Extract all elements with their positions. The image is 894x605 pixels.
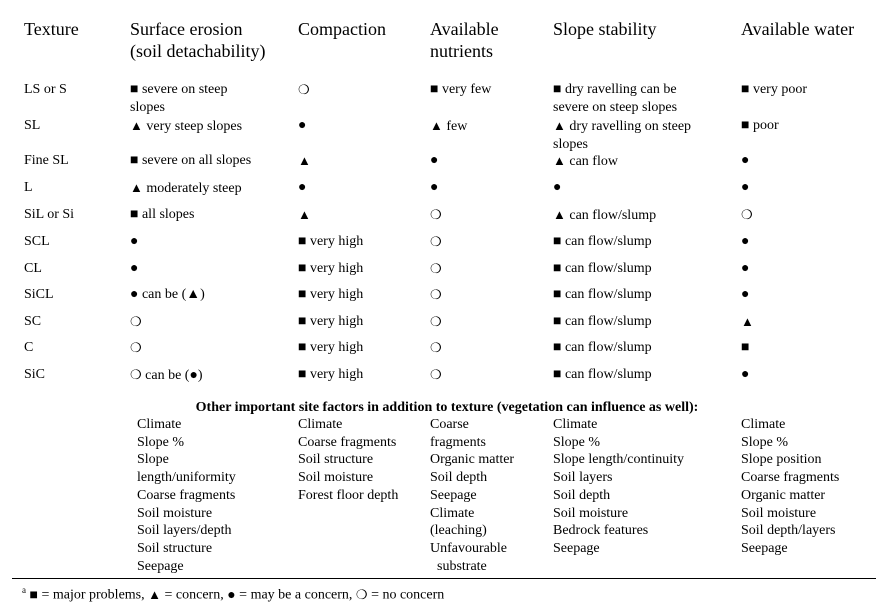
- rating-line: [553, 152, 618, 171]
- site-factor-item: Soil moisture: [137, 505, 213, 521]
- site-factor-item: Soil moisture: [741, 505, 817, 521]
- may-be-concern-dot-icon: [741, 366, 749, 384]
- site-factor-item: Slope length/continuity: [553, 452, 685, 468]
- site-factor-item: Climate: [298, 417, 343, 432]
- major-problem-square-icon: [298, 366, 306, 384]
- major-problem-square-icon: [553, 260, 561, 278]
- legend-footnote: [22, 581, 444, 605]
- rating-line: [130, 81, 228, 99]
- rating-line: [553, 81, 677, 99]
- no-concern-ring-icon: [130, 366, 142, 385]
- rating-text: can flow/slump: [564, 287, 652, 302]
- rating-line: [430, 152, 438, 170]
- rating-line: [553, 260, 652, 278]
- concern-triangle-icon: [430, 117, 443, 136]
- rating-line: [130, 366, 203, 385]
- rating-text: few: [446, 119, 468, 134]
- rating-line: [130, 233, 138, 251]
- rating-cell: [553, 366, 652, 384]
- site-factor-item: Soil moisture: [298, 470, 374, 486]
- rating-text: slopes: [130, 100, 165, 115]
- texture-label: SiL or Si: [24, 207, 75, 222]
- column-header-line: nutrients: [430, 41, 493, 61]
- rating-cell: [741, 81, 807, 99]
- site-factor-item: Bedrock features: [553, 523, 649, 539]
- rating-cell: [298, 152, 311, 171]
- texture-label: SiCL: [24, 287, 54, 302]
- major-problem-square-icon: [553, 339, 561, 357]
- rating-cell: [553, 286, 652, 304]
- rating-cell: [430, 179, 438, 197]
- may-be-concern-dot-icon: [741, 152, 749, 170]
- may-be-concern-dot-icon: [741, 260, 749, 278]
- site-factor-item: Slope position: [741, 452, 822, 468]
- rating-cell: [430, 260, 442, 279]
- rating-line: [298, 152, 311, 171]
- may-be-concern-dot-icon: [298, 179, 306, 197]
- no-concern-ring-icon: [430, 366, 442, 385]
- rating-line: [553, 233, 652, 251]
- texture-label: SiC: [24, 367, 46, 382]
- rating-cell: [298, 286, 363, 304]
- rating-cell: [741, 313, 754, 332]
- texture-label: SL: [24, 118, 41, 133]
- rating-text: can flow/slump: [564, 367, 652, 382]
- rating-cell: [553, 179, 561, 197]
- column-header: [298, 18, 386, 40]
- rating-text: severe on all slopes: [141, 153, 252, 168]
- concern-triangle-icon: [148, 586, 161, 605]
- column-header: [741, 18, 854, 40]
- major-problem-square-icon: [741, 81, 749, 99]
- rating-line: [430, 339, 442, 358]
- rating-text: poor: [752, 118, 779, 133]
- no-concern-ring-icon: [430, 313, 442, 332]
- concern-triangle-icon: [741, 313, 754, 332]
- rating-cell: [430, 152, 438, 170]
- rating-text: very poor: [752, 82, 808, 97]
- site-factor-item: Seepage: [553, 540, 600, 556]
- texture-label: SC: [24, 314, 42, 329]
- rating-line: [430, 233, 442, 252]
- rating-text: can be (●): [145, 368, 203, 383]
- major-problem-square-icon: [553, 233, 561, 251]
- rating-cell: [298, 313, 363, 331]
- texture-label: Fine SL: [24, 153, 69, 168]
- rating-line: [298, 366, 363, 384]
- rating-cell: [130, 339, 142, 358]
- site-factor-item: fragments: [430, 434, 486, 450]
- rating-cell: [130, 179, 242, 198]
- rating-cell: [430, 81, 491, 99]
- site-factor-item: Climate: [741, 417, 786, 432]
- column-header-line: (soil detachability): [130, 41, 266, 61]
- rating-cell: [298, 117, 306, 135]
- rating-cell: [741, 206, 753, 225]
- major-problem-square-icon: [298, 233, 306, 251]
- rating-cell: [298, 81, 310, 100]
- rating-cell: [130, 313, 142, 332]
- rating-text: can flow: [569, 154, 618, 169]
- column-header-line: Surface erosion: [130, 19, 243, 39]
- column-header-line: Available water: [741, 19, 855, 39]
- rating-cell: [430, 339, 442, 358]
- column-header-line: Texture: [24, 19, 79, 39]
- legend-text: = major problems,: [37, 587, 149, 603]
- rating-cell: [430, 313, 442, 332]
- major-problem-square-icon: [30, 587, 38, 605]
- rating-text: very steep slopes: [146, 119, 243, 134]
- may-be-concern-dot-icon: [553, 179, 561, 197]
- may-be-concern-dot-icon: [298, 117, 306, 135]
- site-factor-item: Unfavourable: [430, 540, 507, 556]
- column-header: [130, 18, 265, 62]
- no-concern-ring-icon: [130, 339, 142, 358]
- rating-line: [553, 179, 561, 197]
- rating-line: [741, 152, 749, 170]
- concern-triangle-icon: [130, 117, 143, 136]
- rating-text: can flow/slump: [569, 208, 657, 223]
- rating-line: [430, 313, 442, 332]
- rating-cell: [130, 206, 194, 224]
- legend-text: = no concern: [367, 587, 445, 603]
- concern-triangle-icon: [298, 152, 311, 171]
- rating-text: can be (▲): [141, 287, 205, 302]
- major-problem-square-icon: [130, 206, 138, 224]
- rating-line: [430, 366, 442, 385]
- site-factor-item: Soil structure: [137, 540, 213, 556]
- rating-line: [298, 233, 363, 251]
- rating-cell: [130, 286, 205, 304]
- site-factor-item: Coarse fragments: [741, 470, 840, 486]
- major-problem-square-icon: [130, 152, 138, 170]
- rating-text: very high: [309, 314, 364, 329]
- rating-line: [741, 286, 749, 304]
- site-factor-item: Seepage: [137, 558, 184, 574]
- may-be-concern-dot-icon: [741, 233, 749, 251]
- site-factor-item: Organic matter: [430, 452, 515, 468]
- site-factor-item: Soil depth: [553, 487, 611, 503]
- rating-cell: [553, 260, 652, 278]
- site-factor-item: Soil depth/layers: [741, 523, 836, 539]
- may-be-concern-dot-icon: [430, 152, 438, 170]
- rating-cell: [130, 117, 242, 136]
- no-concern-ring-icon: [430, 233, 442, 252]
- rating-text: severe on steep: [141, 82, 228, 97]
- rating-cell: [130, 233, 138, 251]
- may-be-concern-dot-icon: [430, 179, 438, 197]
- site-factor-item: Coarse fragments: [298, 434, 397, 450]
- rating-cell: [298, 206, 311, 225]
- legend-text: = concern,: [161, 587, 228, 603]
- site-factor-list: [298, 416, 398, 505]
- rating-text: very high: [309, 367, 364, 382]
- major-problem-square-icon: [553, 286, 561, 304]
- concern-triangle-icon: [298, 206, 311, 225]
- may-be-concern-dot-icon: [130, 233, 138, 251]
- rating-cell: [741, 339, 749, 357]
- site-factor-item: length/uniformity: [137, 470, 236, 486]
- site-factor-item: Climate: [553, 417, 598, 432]
- rating-text: dry ravelling can be: [564, 82, 677, 97]
- site-factor-item: Climate: [430, 505, 475, 521]
- rating-line: [430, 117, 467, 136]
- no-concern-ring-icon: [741, 206, 753, 225]
- rating-cell: [298, 339, 363, 357]
- rating-cell: [430, 206, 442, 225]
- rating-cell: [130, 366, 203, 385]
- site-factor-item: Forest floor depth: [298, 487, 399, 503]
- site-factor-item: Slope %: [741, 434, 789, 450]
- rating-cell: [553, 81, 677, 117]
- rating-text: very high: [309, 340, 364, 355]
- no-concern-ring-icon: [356, 586, 368, 605]
- site-factor-item: Coarse: [430, 417, 469, 432]
- site-factor-item: Soil depth: [430, 470, 488, 486]
- rating-cell: [741, 286, 749, 304]
- rating-cell: [430, 286, 442, 305]
- site-factor-list: [741, 416, 839, 558]
- rating-line: [741, 179, 749, 197]
- site-factor-item: substrate: [430, 558, 487, 574]
- rating-line: [741, 313, 754, 332]
- site-factor-item: Coarse fragments: [137, 487, 236, 503]
- rating-line: [130, 152, 251, 170]
- rating-line: [553, 366, 652, 384]
- site-factor-item: Seepage: [741, 540, 788, 556]
- rating-line: [553, 286, 652, 304]
- column-header: [430, 18, 499, 62]
- rating-text: can flow/slump: [564, 234, 652, 249]
- rating-line: [298, 117, 306, 135]
- rating-text: all slopes: [141, 207, 195, 222]
- column-header-line: Compaction: [298, 19, 386, 39]
- no-concern-ring-icon: [430, 206, 442, 225]
- rating-cell: [130, 260, 138, 278]
- texture-label: L: [24, 180, 33, 195]
- major-problem-square-icon: [741, 117, 749, 135]
- footnote-rule: [12, 578, 876, 579]
- concern-triangle-icon: [130, 179, 143, 198]
- rating-cell: [741, 260, 749, 278]
- site-factors-heading: Other important site factors in addition to texture (vegetation can influence as well):: [195, 400, 699, 415]
- footnote-marker: a: [22, 585, 26, 595]
- major-problem-square-icon: [298, 339, 306, 357]
- may-be-concern-dot-icon: [130, 286, 138, 304]
- rating-cell: [130, 81, 228, 117]
- rating-line: [553, 339, 652, 357]
- rating-cell: [741, 366, 749, 384]
- site-factor-item: Slope %: [553, 434, 601, 450]
- no-concern-ring-icon: [430, 339, 442, 358]
- may-be-concern-dot-icon: [741, 286, 749, 304]
- rating-text: can flow/slump: [564, 261, 652, 276]
- major-problem-square-icon: [553, 366, 561, 384]
- rating-cell: [553, 339, 652, 357]
- rating-cell: [553, 233, 652, 251]
- rating-text: slopes: [553, 137, 588, 152]
- rating-cell: [298, 179, 306, 197]
- rating-cell: [553, 152, 618, 171]
- rating-line: [130, 179, 242, 198]
- rating-line: [430, 179, 438, 197]
- site-factor-list: [137, 416, 236, 575]
- site-factor-item: Soil layers/depth: [137, 523, 232, 539]
- rating-line: [741, 206, 753, 225]
- rating-cell: [741, 179, 749, 197]
- rating-line: [553, 99, 677, 117]
- rating-line: [741, 233, 749, 251]
- rating-line: [298, 206, 311, 225]
- rating-cell: [741, 117, 779, 135]
- rating-line: [430, 260, 442, 279]
- texture-label: LS or S: [24, 82, 67, 97]
- legend-text: = may be a concern,: [235, 587, 356, 603]
- no-concern-ring-icon: [130, 313, 142, 332]
- major-problem-square-icon: [298, 313, 306, 331]
- rating-line: [298, 179, 306, 197]
- rating-cell: [130, 152, 251, 170]
- rating-text: very high: [309, 287, 364, 302]
- texture-label: SCL: [24, 234, 50, 249]
- site-factor-item: Climate: [137, 417, 182, 432]
- column-header: [553, 18, 657, 40]
- rating-line: [430, 206, 442, 225]
- rating-cell: [553, 206, 656, 225]
- site-factor-list: [553, 416, 684, 558]
- rating-line: [741, 81, 807, 99]
- rating-line: [298, 260, 363, 278]
- may-be-concern-dot-icon: [741, 179, 749, 197]
- rating-line: [553, 117, 691, 136]
- site-factor-list: [430, 416, 514, 575]
- may-be-concern-dot-icon: [130, 260, 138, 278]
- rating-text: very high: [309, 261, 364, 276]
- no-concern-ring-icon: [298, 81, 310, 100]
- rating-line: [741, 260, 749, 278]
- rating-line: [130, 99, 228, 117]
- may-be-concern-dot-icon: [227, 587, 235, 605]
- rating-text: can flow/slump: [564, 340, 652, 355]
- rating-cell: [741, 152, 749, 170]
- rating-line: [430, 81, 491, 99]
- texture-label: CL: [24, 261, 42, 276]
- site-factor-item: Seepage: [430, 487, 477, 503]
- rating-cell: [430, 233, 442, 252]
- rating-line: [130, 286, 205, 304]
- rating-line: [430, 286, 442, 305]
- rating-text: very high: [309, 234, 364, 249]
- site-factor-item: Soil layers: [553, 470, 613, 486]
- rating-line: [741, 117, 779, 135]
- rating-line: [298, 339, 363, 357]
- major-problem-square-icon: [741, 339, 749, 357]
- rating-line: [130, 117, 242, 136]
- major-problem-square-icon: [130, 81, 138, 99]
- rating-text: dry ravelling on steep: [569, 119, 692, 134]
- rating-text: can flow/slump: [564, 314, 652, 329]
- column-header-line: Slope stability: [553, 19, 657, 39]
- major-problem-square-icon: [553, 313, 561, 331]
- rating-cell: [298, 233, 363, 251]
- site-factor-item: Soil moisture: [553, 505, 629, 521]
- site-factor-item: Organic matter: [741, 487, 826, 503]
- site-factor-item: Slope %: [137, 434, 185, 450]
- major-problem-square-icon: [298, 286, 306, 304]
- no-concern-ring-icon: [430, 286, 442, 305]
- rating-cell: [430, 117, 467, 136]
- major-problem-square-icon: [430, 81, 438, 99]
- rating-cell: [298, 260, 363, 278]
- rating-line: [298, 286, 363, 304]
- major-problem-square-icon: [553, 81, 561, 99]
- rating-line: [741, 366, 749, 384]
- rating-cell: [553, 313, 652, 331]
- concern-triangle-icon: [553, 206, 566, 225]
- rating-line: [553, 206, 656, 225]
- concern-triangle-icon: [553, 152, 566, 171]
- concern-triangle-icon: [553, 117, 566, 136]
- rating-line: [553, 313, 652, 331]
- column-header-line: Available: [430, 19, 499, 39]
- rating-cell: [298, 366, 363, 384]
- site-factor-item: Soil structure: [298, 452, 374, 468]
- rating-text: very few: [441, 82, 492, 97]
- site-factor-item: (leaching): [430, 523, 487, 539]
- rating-cell: [553, 117, 691, 154]
- rating-line: [130, 339, 142, 358]
- major-problem-square-icon: [298, 260, 306, 278]
- rating-line: [130, 206, 194, 224]
- texture-label: C: [24, 340, 34, 355]
- rating-cell: [741, 233, 749, 251]
- rating-line: [130, 260, 138, 278]
- rating-line: [130, 313, 142, 332]
- rating-line: [741, 339, 749, 357]
- site-factor-item: Slope: [137, 452, 169, 468]
- rating-text: moderately steep: [146, 181, 242, 196]
- rating-line: [298, 81, 310, 100]
- rating-line: [298, 313, 363, 331]
- rating-cell: [430, 366, 442, 385]
- rating-text: severe on steep slopes: [553, 100, 678, 115]
- column-header: [24, 18, 79, 40]
- no-concern-ring-icon: [430, 260, 442, 279]
